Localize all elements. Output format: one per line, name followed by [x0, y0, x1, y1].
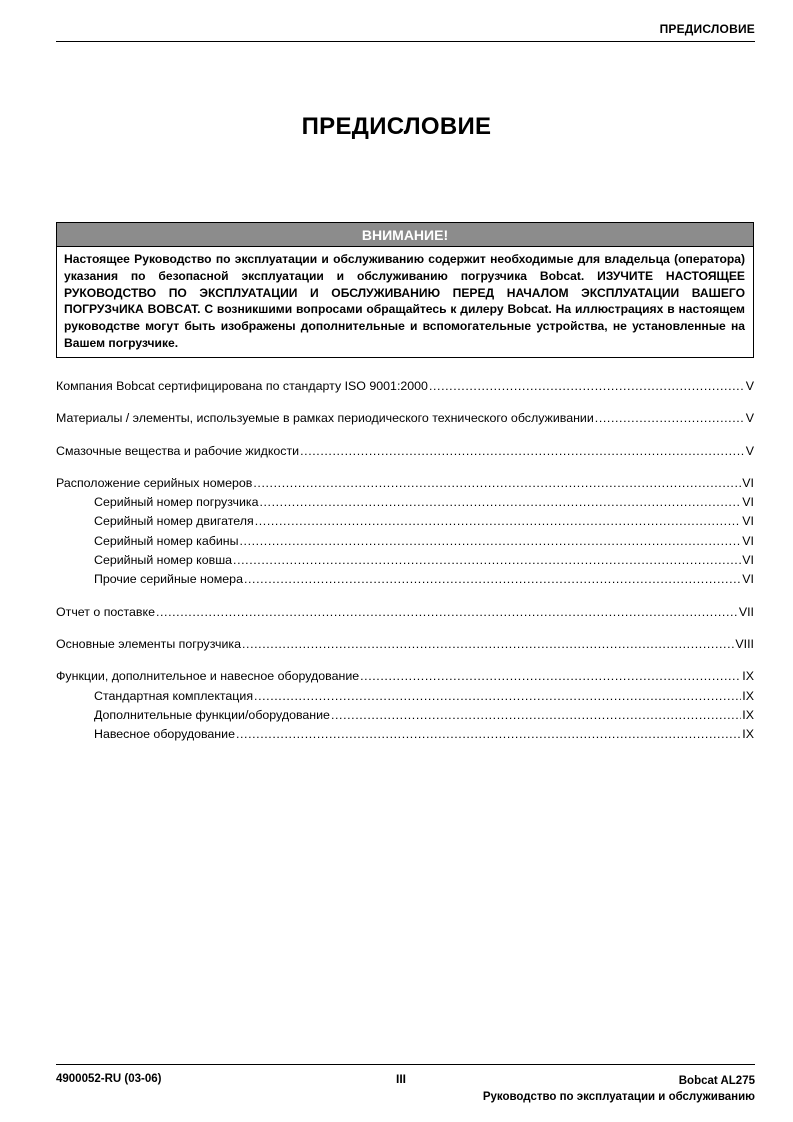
toc-leader	[236, 725, 741, 744]
warning-heading: ВНИМАНИЕ!	[57, 223, 753, 247]
footer-page-number: III	[396, 1072, 407, 1086]
toc-entry-page: IX	[742, 669, 754, 684]
toc-entry-maintenance-materials[interactable]	[56, 409, 754, 428]
footer-divider	[56, 1064, 755, 1065]
toc-entry-label: Серийный номер кабины	[94, 533, 239, 548]
table-of-contents	[56, 377, 754, 744]
page-title: ПРЕДИСЛОВИЕ	[301, 113, 492, 140]
warning-text: Настоящее Руководство по эксплуатации и обслуживанию содержит необходимые для владельца (оператора) указания по безопасной эксплуатации и обслуживанию погрузчика Bobcat. ИЗУЧИТЕ НАСТОЯЩЕЕ РУКОВОДСТВО ПО ЭКСПЛУАТАЦИИ И ОБСЛУЖИВАНИЮ ПЕРЕД НАЧАЛОМ ЭКСПЛУАТАЦИИ ВАШЕГО ПОГРУЗчИКА BOBCAT. С возникшими вопросами обращайтесь к дилеру Bobcat. На иллюстрациях в настоящем руководстве могут быть изображены дополнительные и вспомогательные устройства, не установленные на Вашем погрузчике.	[64, 252, 745, 350]
toc-entry-attachments[interactable]	[56, 725, 754, 744]
toc-leader	[253, 474, 741, 493]
toc-entry-label: Функции, дополнительное и навесное оборудование	[56, 669, 360, 684]
toc-entry-page: VI	[742, 572, 754, 587]
toc-entry-page: VII	[738, 604, 754, 619]
toc-entry-label: Стандартная комплектация	[94, 688, 254, 703]
running-header: ПРЕДИСЛОВИЕ	[659, 22, 755, 36]
toc-leader	[331, 706, 741, 725]
toc-entry-label: Серийный номер погрузчика	[94, 495, 259, 510]
toc-leader	[429, 377, 745, 396]
toc-entry-label: Прочие серийные номера	[94, 572, 243, 587]
toc-entry-page: V	[745, 411, 754, 426]
toc-entry-page: VI	[742, 495, 754, 510]
toc-entry-page: IX	[742, 707, 754, 722]
toc-entry-label: Материалы / элементы, используемые в рамках периодического технического обслуживании	[56, 411, 594, 426]
toc-entry-page: V	[745, 379, 754, 393]
toc-leader	[242, 635, 734, 654]
toc-entry-lubricants-fluids[interactable]	[56, 442, 754, 461]
toc-entry-label: Основные элементы погрузчика	[56, 636, 241, 651]
toc-leader	[240, 532, 742, 551]
toc-entry-main-components[interactable]	[56, 635, 754, 654]
toc-entry-label: Компания Bobcat сертифицирована по стандарту ISO 9001:2000	[56, 379, 428, 393]
footer-doc-code: 4900052-RU (03-06)	[56, 1073, 162, 1085]
toc-entry-label: Навесное оборудование	[94, 727, 235, 742]
toc-entry-page: V	[745, 443, 754, 458]
toc-entry-engine-serial[interactable]	[56, 512, 754, 531]
toc-leader	[244, 570, 741, 589]
toc-entry-page: VI	[742, 514, 754, 529]
toc-entry-iso-certification[interactable]	[56, 377, 754, 396]
toc-entry-label: Отчет о поставке	[56, 604, 155, 619]
toc-leader	[360, 667, 741, 686]
toc-leader	[595, 409, 745, 428]
footer-model-block	[483, 1073, 755, 1105]
header-divider	[56, 41, 755, 42]
toc-leader	[156, 603, 738, 622]
toc-entry-features-equipment[interactable]	[56, 667, 754, 686]
warning-box	[56, 222, 754, 358]
toc-leader	[254, 687, 741, 706]
toc-entry-other-serials[interactable]	[56, 570, 754, 589]
toc-entry-label: Смазочные вещества и рабочие жидкости	[56, 443, 300, 458]
toc-entry-label: Серийный номер двигателя	[94, 514, 254, 529]
toc-entry-page: VI	[742, 533, 754, 548]
toc-entry-page: VIII	[735, 636, 754, 651]
toc-entry-serial-numbers-location[interactable]	[56, 474, 754, 493]
toc-entry-label: Дополнительные функции/оборудование	[94, 707, 330, 722]
toc-entry-loader-serial[interactable]	[56, 493, 754, 512]
toc-entry-label: Серийный номер ковша	[94, 553, 233, 568]
toc-entry-page: VI	[742, 553, 754, 568]
toc-entry-standard-equipment[interactable]	[56, 687, 754, 706]
toc-leader	[300, 442, 745, 461]
footer-model: Bobcat AL275	[678, 1075, 755, 1087]
toc-entry-bucket-serial[interactable]	[56, 551, 754, 570]
footer-manual-name: Руководство по эксплуатации и обслуживанию	[482, 1091, 755, 1103]
toc-entry-page: IX	[742, 727, 754, 742]
toc-entry-delivery-report[interactable]	[56, 603, 754, 622]
toc-entry-page: VI	[742, 475, 754, 490]
toc-entry-page: IX	[742, 688, 754, 703]
toc-leader	[259, 493, 741, 512]
toc-entry-cab-serial[interactable]	[56, 532, 754, 551]
toc-entry-optional-features[interactable]	[56, 706, 754, 725]
toc-entry-label: Расположение серийных номеров	[56, 475, 253, 490]
toc-leader	[255, 512, 742, 531]
toc-leader	[233, 551, 741, 570]
